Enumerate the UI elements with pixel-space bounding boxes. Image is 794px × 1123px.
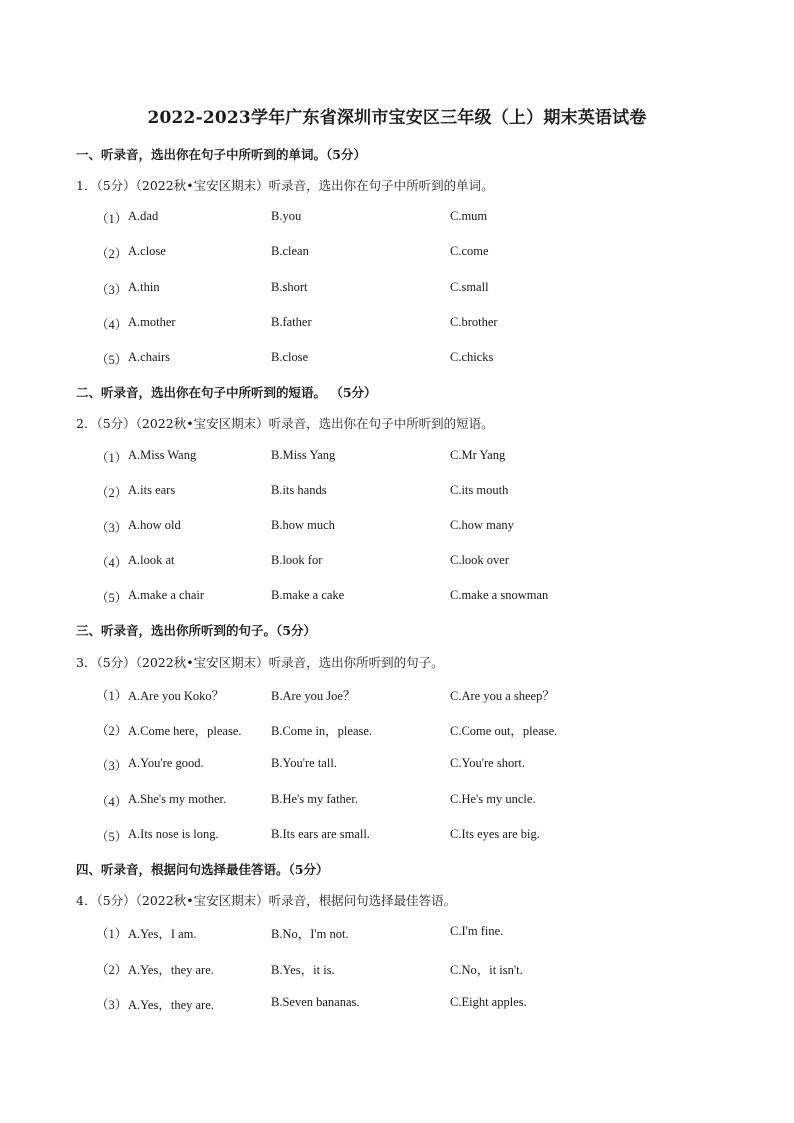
item-number: （2） xyxy=(96,247,128,261)
option-row xyxy=(0,686,794,704)
option-row xyxy=(0,518,794,536)
option-b: B.Its ears are small. xyxy=(271,827,370,841)
option-a: A.how old xyxy=(128,518,181,532)
item-number: （3） xyxy=(96,283,128,297)
option-b: B.Seven bananas. xyxy=(271,995,360,1009)
option-row xyxy=(0,792,794,810)
option-c: C.look over xyxy=(450,553,510,567)
section-heading: 四、听录音，根据问句选择最佳答语。（5分） xyxy=(76,862,329,877)
option-b: B.Miss Yang xyxy=(271,448,336,462)
item-number: （1） xyxy=(96,927,128,941)
item-number: （4） xyxy=(96,318,128,332)
option-row xyxy=(0,721,794,739)
item-number: （2） xyxy=(96,486,128,500)
option-b: B.Come in，please. xyxy=(271,724,373,738)
item-number: （1） xyxy=(96,212,128,226)
option-row xyxy=(0,244,794,262)
option-c: C.mum xyxy=(450,209,488,223)
question-prompt: 4．（5分）（2022秋•宝安区期末）听录音，根据问句选择最佳答语。 xyxy=(76,893,457,908)
option-row xyxy=(0,588,794,606)
section-heading: 三、听录音，选出你所听到的句子。（5分） xyxy=(76,623,316,638)
option-a: A.mother xyxy=(128,315,176,329)
option-b: B.No，I'm not. xyxy=(271,927,349,941)
option-a: A.Yes，they are. xyxy=(128,963,214,977)
item-number: （4） xyxy=(96,556,128,570)
item-number: （2） xyxy=(96,724,128,738)
option-c: C.Are you a sheep？ xyxy=(450,689,555,703)
option-a: A.Are you Koko？ xyxy=(128,689,225,703)
item-number: （5） xyxy=(96,591,128,605)
option-c: C.You're short. xyxy=(450,756,525,770)
option-c: C.brother xyxy=(450,315,498,329)
option-a: A.Come here，please. xyxy=(128,724,242,738)
option-a: A.its ears xyxy=(128,483,176,497)
option-a: A.look at xyxy=(128,553,175,567)
section-heading: 一、听录音，选出你在句子中所听到的单词。（5分） xyxy=(76,147,366,162)
option-row xyxy=(0,315,794,333)
item-number: （5） xyxy=(96,830,128,844)
option-row xyxy=(0,350,794,368)
option-c: C.Mr Yang xyxy=(450,448,506,462)
option-row xyxy=(0,827,794,845)
option-b: B.Yes，it is. xyxy=(271,963,335,977)
option-c: C.make a snowman xyxy=(450,588,549,602)
page-title: 2022-2023学年广东省深圳市宝安区三年级（上）期末英语试卷 xyxy=(147,108,647,128)
option-a: A.Yes，I am. xyxy=(128,927,197,941)
item-number: （1） xyxy=(96,451,128,465)
option-a: A.close xyxy=(128,244,166,258)
item-number: （5） xyxy=(96,353,128,367)
option-b: B.its hands xyxy=(271,483,327,497)
option-c: C.No，it isn't. xyxy=(450,963,523,977)
option-row xyxy=(0,209,794,227)
option-c: C.its mouth xyxy=(450,483,509,497)
option-a: A.Miss Wang xyxy=(128,448,197,462)
option-row xyxy=(0,448,794,466)
option-row xyxy=(0,553,794,571)
item-number: （3） xyxy=(96,759,128,773)
option-a: A.dad xyxy=(128,209,159,223)
option-b: B.father xyxy=(271,315,312,329)
option-b: B.He's my father. xyxy=(271,792,358,806)
option-c: C.small xyxy=(450,280,489,294)
item-number: （1） xyxy=(96,689,128,703)
option-c: C.He's my uncle. xyxy=(450,792,536,806)
option-b: B.how much xyxy=(271,518,335,532)
option-row xyxy=(0,280,794,298)
option-b: B.look for xyxy=(271,553,323,567)
item-number: （2） xyxy=(96,963,128,977)
section-heading: 二、听录音，选出你在句子中所听到的短语。 （5分） xyxy=(76,385,377,400)
option-c: C.chicks xyxy=(450,350,494,364)
option-a: A.Its nose is long. xyxy=(128,827,219,841)
option-a: A.Yes，they are. xyxy=(128,998,214,1012)
option-c: C.how many xyxy=(450,518,514,532)
option-c: C.I'm fine. xyxy=(450,924,504,938)
option-row xyxy=(0,756,794,774)
option-b: B.close xyxy=(271,350,309,364)
option-c: C.Its eyes are big. xyxy=(450,827,540,841)
option-c: C.Come out，please. xyxy=(450,724,558,738)
question-prompt: 1．（5分）（2022秋•宝安区期末）听录音，选出你在句子中所听到的单词。 xyxy=(76,178,494,193)
option-row xyxy=(0,924,794,942)
option-row xyxy=(0,995,794,1013)
option-a: A.You're good. xyxy=(128,756,204,770)
option-b: B.Are you Joe？ xyxy=(271,689,356,703)
question-prompt: 3．（5分）（2022秋•宝安区期末）听录音，选出你所听到的句子。 xyxy=(76,655,444,670)
option-row xyxy=(0,483,794,501)
item-number: （3） xyxy=(96,998,128,1012)
option-a: A.make a chair xyxy=(128,588,205,602)
option-c: C.come xyxy=(450,244,489,258)
option-b: B.short xyxy=(271,280,308,294)
option-b: B.clean xyxy=(271,244,309,258)
option-row xyxy=(0,960,794,978)
option-b: B.You're tall. xyxy=(271,756,337,770)
option-a: A.chairs xyxy=(128,350,170,364)
option-a: A.thin xyxy=(128,280,160,294)
item-number: （3） xyxy=(96,521,128,535)
option-b: B.make a cake xyxy=(271,588,345,602)
option-c: C.Eight apples. xyxy=(450,995,527,1009)
option-a: A.She's my mother. xyxy=(128,792,227,806)
option-b: B.you xyxy=(271,209,302,223)
question-prompt: 2．（5分）（2022秋•宝安区期末）听录音，选出你在句子中所听到的短语。 xyxy=(76,416,494,431)
item-number: （4） xyxy=(96,795,128,809)
